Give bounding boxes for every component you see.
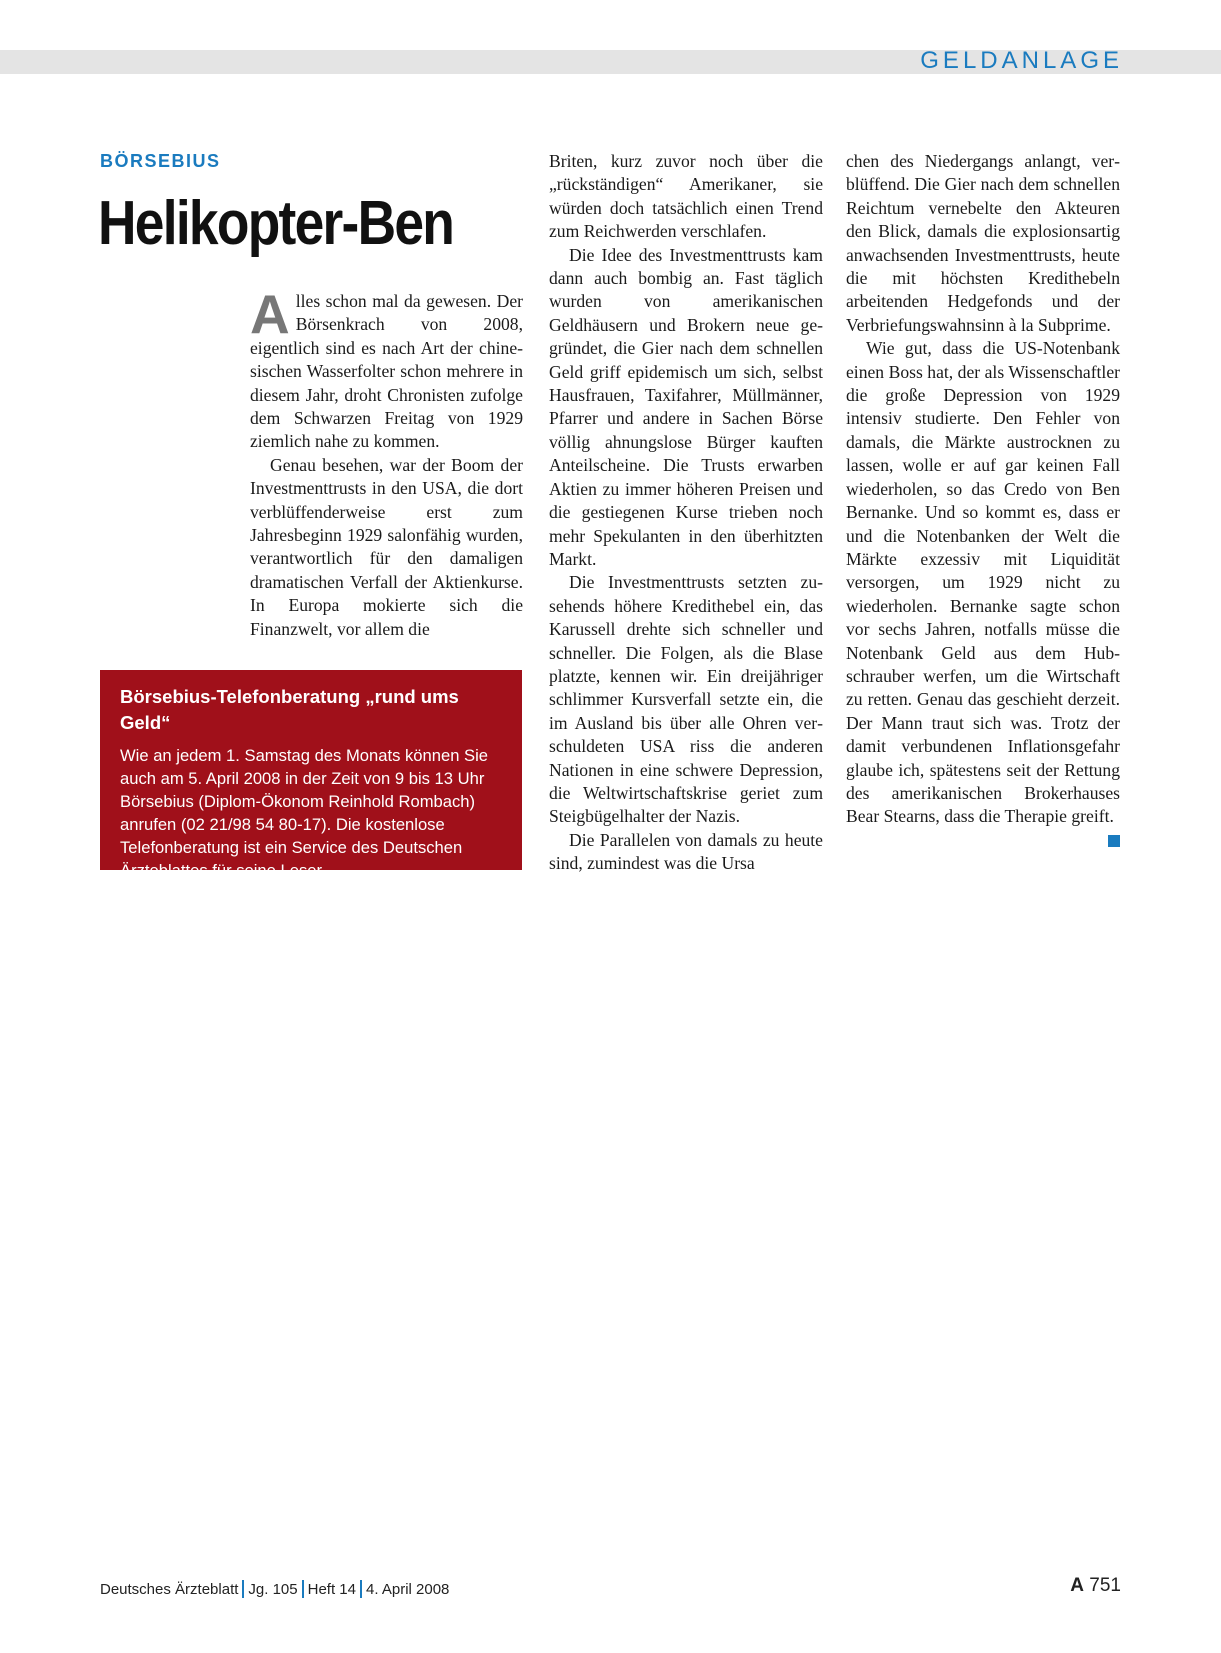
page-number <box>1070 1575 1121 1597</box>
end-mark-icon <box>1108 835 1120 847</box>
paragraph: Genau besehen, war der Boom der Investmenttrusts in den USA, die dort verblüffenderweise erst zum Jahresbeginn 1929 salonfähig wurden, verantwortlich für den damaligen dramatischen Verfall der Aktienkurse. In Europa mokierte sich die Finanzwelt, vor allem die <box>250 454 523 639</box>
info-box <box>100 670 522 880</box>
issue: Heft 14 <box>307 1580 356 1598</box>
paragraph-text: Wie gut, dass die US-Notenbank einen Boss hat, der als Wissenschaftler die große Depression von 1929 intensiv studierte. Den Fehler von damals, die Märkte austrocknen zu lassen, wolle er auf gar keinen Fall wiederholen, so das Credo von Ben Bernanke. Und so kommt es, dass er und die Notenbanken der Welt die Märkte exzessiv mit Liquidität versorgen, um 1929 nicht zu wiederholen. Bernanke sagte schon vor sechs Jahren, notfalls müsse die Notenbank Geld aus dem Hubschrauber werfen, um die Wirtschaft zu retten. Genau das geschieht derzeit. Der Mann traut sich was. Trotz der damit verbundenen Inflationsgefahr glaube ich, spätestens seit der Rettung des amerikanischen Brokerhauses Bear Stearns, dass die Therapie greift. <box>846 338 1120 827</box>
paragraph: Die Parallelen von damals zu heute sind, zumindest was die Ursa <box>549 829 823 874</box>
footer-citation <box>100 1580 449 1598</box>
paragraph: Die Idee des Investmenttrusts kam dann auch bombig an. Fast täglich wurden von amerikanischen Geldhäusern und Brokern neue gegründet, die Gier nach dem schnellen Geld griff epidemisch um sich, selbst Hausfrauen, Taxifahrer, Müllmänner, Pfarrer und andere in Sachen Börse völlig ahnungslose Bürger kauften Anteilscheine. Die Trusts erwarben Aktien zu immer höheren Preisen und die gestiegenen Kurse trieben noch mehr Spekulanten in den überhitzten Markt. <box>549 244 823 569</box>
section-label: GELDANLAGE <box>920 47 1123 74</box>
text-column-1 <box>250 283 523 641</box>
paragraph-text: lles schon mal da gewesen. Der Börsenkrach von 2008, eigentlich sind es nach Art der chinesischen Wasserfolter schon mehrere in diesem Jahr, droht Chronisten zufolge dem Schwarzen Freitag von 1929 ziemlich nahe zu kommen. <box>250 291 523 452</box>
paragraph: chen des Niedergangs anlangt, verblüffend. Die Gier nach dem schnellen Reichtum vernebelte den Akteuren den Blick, damals die explosionsartig anwachsenden Investmenttrusts, heute die mit höchsten Kredithebeln arbeitenden Hedgefonds und der Verbriefungswahnsinn à la Subprime. <box>846 151 1120 335</box>
volume: Jg. 105 <box>248 1580 298 1598</box>
separator <box>242 1580 244 1598</box>
info-box-text: Wie an jedem 1. Samstag des Monats können Sie auch am 5. April 2008 in der Zeit von 9 bis 13 Uhr Börsebius (Diplom-Ökonom Reinhold Rombach) anrufen (02 21/98 54 80-17). Die kostenlose Telefonberatung ist ein Service des Deutschen Ärzteblattes für seine Leser. <box>120 746 489 880</box>
text-column-2 <box>549 150 823 876</box>
paragraph <box>846 337 1120 829</box>
article-title: Helikopter-Ben <box>98 189 454 258</box>
paragraph: Briten, kurz zuvor noch über die „rückständigen“ Amerikaner, sie würden doch tatsächlich einen Trend zum Reichwerden verschlafen. <box>549 151 823 242</box>
column-kicker: BÖRSEBIUS <box>100 151 221 171</box>
separator <box>302 1580 304 1598</box>
journal-name: Deutsches Ärzteblatt <box>100 1580 239 1598</box>
issue-date: 4. April 2008 <box>366 1580 450 1598</box>
text-column-3 <box>846 150 1120 847</box>
drop-cap: A <box>250 283 290 345</box>
separator <box>360 1580 362 1598</box>
info-box-title: Börsebius-Telefonberatung „rund ums Geld“ <box>120 686 459 733</box>
page-prefix: A <box>1070 1575 1085 1596</box>
paragraph: Die Investmenttrusts setzten zusehends höhere Kredithebel ein, das Karussell drehte sich schneller und schneller. Die Folgen, als die Blase platzte, kennen wir. Ein dreijähriger schlimmer Kursverfall setzte ein, die im Ausland bis über alle Ohren verschuldeten USA riss die anderen Nationen in eine schwere Depression, die Weltwirtschaftskrise geriet zum Steigbügelhalter der Nazis. <box>549 572 823 827</box>
paragraph <box>250 283 523 454</box>
page-number-value: 751 <box>1089 1575 1121 1596</box>
